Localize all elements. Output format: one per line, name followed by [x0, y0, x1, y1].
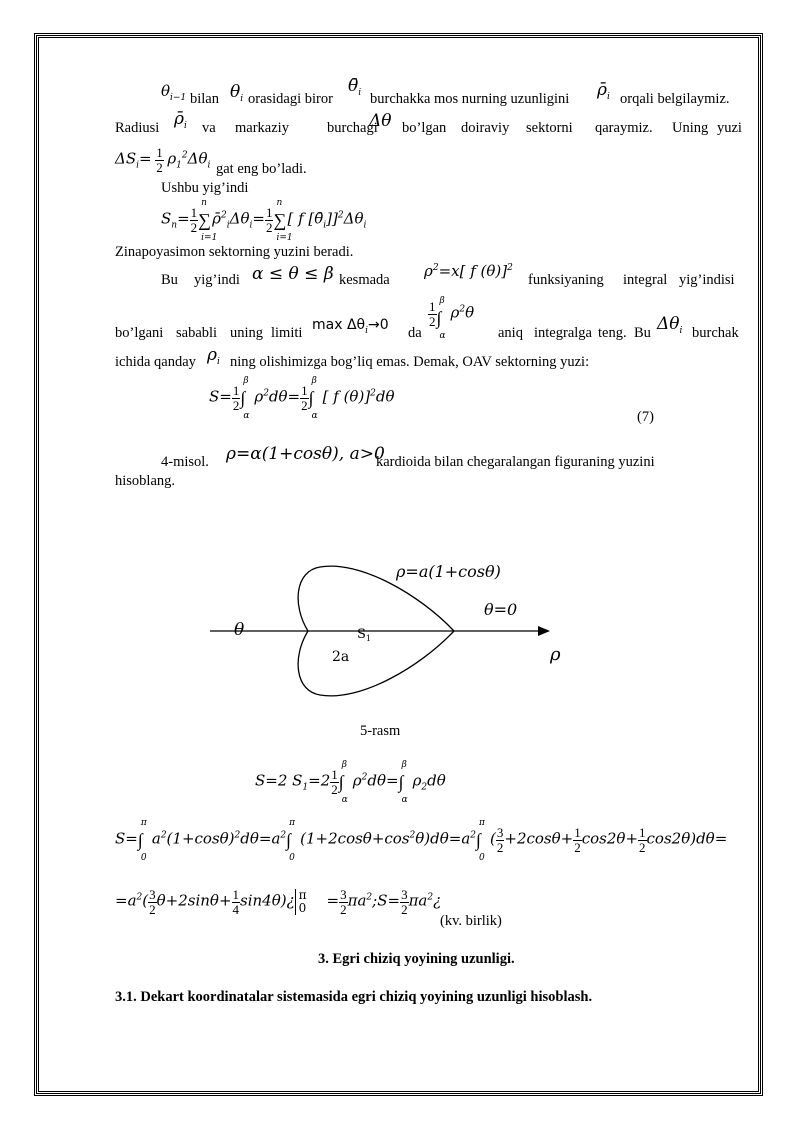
- text-ushbu: Ushbu yig’indi: [161, 180, 249, 196]
- units-label: (kv. birlik): [440, 913, 502, 929]
- theta-label: θ: [234, 620, 245, 640]
- text-bu2: Bu: [634, 325, 651, 341]
- example-label: 4-misol.: [161, 454, 209, 470]
- two-a-label: 2a: [332, 649, 350, 665]
- text-markaziy: markaziy: [235, 120, 289, 136]
- text-aniq: aniq: [498, 325, 523, 341]
- text-radiusi: Radiusi: [115, 120, 160, 136]
- rho-bar-2: $\rhō_i$: [174, 109, 187, 131]
- text-yuzi: yuzi: [717, 120, 742, 136]
- section-heading: 3. Egri chiziq yoyining uzunligi.: [318, 951, 515, 967]
- rho-bar: $\rhō_i$: [597, 80, 610, 102]
- text-uning2: uning: [230, 325, 264, 341]
- formula-dS: $\Delta S_i=$ $\frac{1}{2}$ $\rho_1^2\Delta\theta_i$: [115, 145, 211, 175]
- text-yigindisi: yig’indisi: [679, 272, 735, 288]
- figure-caption: 5-rasm: [360, 723, 401, 739]
- calc-line-3: $=a^2$( $\frac{3}{2}$ θ+2sinθ+ $\frac{1}{4}$ sin4θ)¿ π 0 = $\frac{3}{2}$ $\pi a^2;S=$ $\frac{3}{2}$ $\pi a^2¿$: [115, 887, 442, 917]
- text-funksiya: funksiyaning: [528, 272, 604, 288]
- text-burchagi: burchagi: [327, 120, 378, 136]
- formula-7: S= $\frac{1}{2}$ ∫ β α $\rho^2d\theta=$ $\frac{1}{2}$ ∫ β α [ f (θ)]$^2$dθ: [209, 376, 395, 422]
- text-bilan: bilan: [190, 91, 219, 107]
- subsection-heading: 3.1. Dekart koordinatalar sistemasida egri chiziq yoyining uzunligi hisoblash.: [115, 989, 593, 1005]
- text-burchak: burchak: [692, 325, 739, 341]
- text-yigindi: yig’indi: [194, 272, 240, 288]
- text-sektorni: sektorni: [526, 120, 573, 136]
- delta-theta: Δθ: [369, 111, 392, 131]
- text-gat: gat eng bo’ladi.: [216, 161, 307, 177]
- axis-arrow: [538, 626, 550, 636]
- text-orqali: orqali belgilaymiz.: [620, 91, 730, 107]
- text-orasidagi: orasidagi biror: [248, 91, 333, 107]
- text-kesmada: kesmada: [339, 272, 390, 288]
- theta-prev: $\theta_{i-1}$: [161, 82, 187, 103]
- s1-label: $S_1$: [357, 627, 371, 643]
- condition: α ≤ θ ≤ β: [252, 264, 334, 284]
- text-ning: ning olishimizga bog’liq emas. Demak, OAV sektorning yuzi:: [230, 354, 590, 370]
- text-sababli: sababli: [176, 325, 218, 341]
- text-limiti: limiti: [271, 325, 303, 341]
- text-integralga: integralga: [534, 325, 592, 341]
- rho-label: ρ: [550, 644, 561, 665]
- text-integral: integral: [623, 272, 668, 288]
- text-zinapoya: Zinapoyasimon sektorning yuzini beradi.: [115, 244, 354, 260]
- cardioid-figure: [200, 555, 570, 705]
- rho-i: $\rho_i$: [207, 345, 220, 367]
- lim-expr: $\max \Delta\theta_i\to 0$: [312, 317, 389, 336]
- text-ichida: ichida qanday: [115, 354, 196, 370]
- calc-line-1: S=2 $S_1=2$ $\frac{1}{2}$ ∫ β α $\rho^2d\theta=\int$ β α $\rho_2d\theta$: [255, 760, 446, 806]
- text-da: da: [408, 325, 422, 341]
- theta-i: $\theta_i$: [230, 82, 244, 104]
- text-qaraymiz: qaraymiz.: [595, 120, 653, 136]
- func-rho: $\rho^2=x$[ f (θ)]$^2$: [424, 262, 513, 280]
- theta-bar: $\thetā_i$: [348, 76, 362, 98]
- example-text: kardioida bilan chegaralangan figuraning yuzini: [376, 454, 655, 470]
- example-formula: ρ=α(1+cosθ), a>0: [226, 444, 385, 464]
- curve-label: ρ=a(1+cosθ): [396, 562, 501, 581]
- equation-number: (7): [637, 409, 654, 425]
- example-text2: hisoblang.: [115, 473, 176, 489]
- text-bu: Bu: [161, 272, 178, 288]
- formula-Sn: $S_n=$ $\frac{1}{2}$ ∑ n i=1 $\rhō^2_i\Delta\theta_i=$ $\frac{1}{2}$ ∑ n i=1 [ f $[\thetā_i]]^2\Delta\theta_i$: [161, 198, 367, 244]
- text-bolgani: bo’lgani: [115, 325, 164, 341]
- text-bolgan: bo’lgan: [402, 120, 447, 136]
- calc-line-2: S=∫ π 0 $a^2(1+\cos\theta)^2d\theta=a^2\int$ π 0 $(1+2\cos\theta+\cos^2\theta)d\theta=a^2\int$ π 0 ( $\frac{3}{2}$ +2cosθ+ $\frac{1}{2}$ cos2θ+ $\frac{1}{2}$ cos2θ)dθ=: [115, 818, 728, 864]
- text-doiraviy: doiraviy: [461, 120, 510, 136]
- text-uning: Uning: [672, 120, 709, 136]
- text-va: va: [202, 120, 216, 136]
- text-teng: teng.: [598, 325, 627, 341]
- theta-zero-label: θ=0: [484, 600, 518, 619]
- int-expr: $\frac{1}{2}$ ∫ β α $\rho^2\theta$: [429, 296, 475, 342]
- text-burchakka: burchakka mos nurning uzunligini: [370, 91, 570, 107]
- delta-theta-i: $\Delta\theta_i$: [657, 314, 683, 336]
